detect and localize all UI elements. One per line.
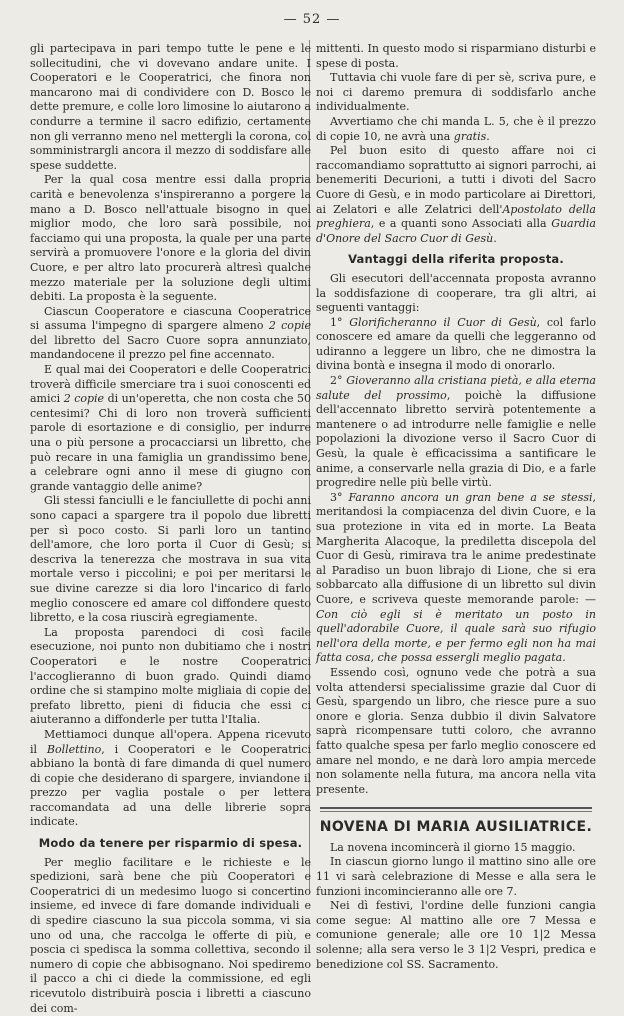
italic-span: Con ciò egli si è meritato un posto in quell'adorabile Cuore, il quale sarà suo rifugio nell'ora della morte, e per fermo egli non ha mai fatta cosa, che possa essergli meglio pagata. [316,607,596,665]
text-span: . [493,231,497,245]
paragraph [30,728,311,830]
paragraph: mittenti. In questo modo si risparmiano disturbi e spese di posta. [316,42,596,70]
text-span: E qual mai dei Cooperatori e delle Cooperatrici troverà difficile smerciare tra i suoi conoscenti ed amici [30,363,311,406]
text-span: Mettiamoci dunque all'opera. Appena ricevuto il [30,727,311,756]
section-divider [320,807,592,812]
text-span: , poichè la diffusione dell'accennato libretto servirà potentemente a mantenere o ad introdurre nelle famiglie e nelle popolazioni la divozione verso il Sacro Cuor di Gesù, la quale è efficacissima a santificare le anime, a conservarle nella grazia di Dio, e a farle progredire nelle più belle virtù. [316,388,596,490]
paragraph [30,305,311,363]
paragraph: Gli esecutori dell'accennata proposta avranno la soddisfazione di cooperare, tra gli altri, ai seguenti vantaggi: [316,271,596,315]
text-span: Avvertiamo che chi manda L. 5, che è il prezzo di copie 10, ne avrà una [316,114,596,143]
paragraph: Essendo così, ognuno vede che potrà a sua volta attendersi specialissime grazie dal Cuor di Gesù, spargendo un libro, che riesce pure a suo onore e gloria. Senza dubbio il divin Salvatore saprà ricompensare tutti coloro, che avranno fatto qualche spesa per farlo meglio conoscere ed amare nel mondo, e ne darà loro ampia mercede non solamente nella futura, ma ancora nella vita presente. [316,665,596,796]
paragraph [316,316,596,374]
text-span: . [486,129,490,143]
section-heading: Modo da tenere per risparmio di spesa. [38,836,303,851]
paragraph: La proposta parendoci di così facile esecuzione, noi punto non dubitiamo che i nostri Cooperatori e le nostre Cooperatrici l'accoglieranno di buon grado. Quindi diamo ordine che si stampino molte migliaia di copie del prefato libretto, pieni di fiducia che essi ci aiuteranno a diffonderle per tutta l'Italia. [30,625,311,727]
italic-span: Gioveranno alla cristiana pietà, e alla eterna salute del prossimo [316,374,596,402]
paragraph: Nei dì festivi, l'ordine delle funzioni cangia come segue: Al mattino alle ore 7 Messa e comunione generale; alle ore 10 1|2 Messa solenne; alla sera verso le 3 1|2 Vespri, predica e benedizione col SS. Sacramento. [316,899,596,971]
left-column [30,42,311,1016]
text-span: Ciascun Cooperatore e ciascuna Cooperatrice si assuma l'impegno di spargere almeno [30,304,311,333]
text-span: 2° [330,374,347,388]
text-span: 1° [330,315,350,329]
paragraph: Gli stessi fanciulli e le fanciullette di pochi anni sono capaci a spargere tra il popolo due libretti per sì poco costo. Si parli loro un tantino dell'amore, che loro porta il Cuor di Gesù; si descriva la tenerezza che mostrava in sua vita mortale verso i piccolini; e poi per meritarsi le sue divine carezze si dia loro l'incarico di farlo meglio conoscere ed amare col diffondere questo libretto, e la cosa riuscirà egregiamente. [30,494,311,625]
paragraph [316,144,596,246]
italic-span: Glorificheranno il Cuor di Gesù [349,315,537,329]
italic-span: 2 copie [268,319,311,333]
section-heading: Vantaggi della riferita proposta. [348,252,564,267]
section-heading: NOVENA DI MARIA AUSILIATRICE. [319,819,593,836]
paragraph: Tuttavia chi vuole fare di per sè, scriva pure, e noi ci daremo premura di soddisfarlo anche individualmente. [316,71,596,114]
text-span: , col farlo conoscere ed amare da quelli che leggeranno od udiranno a leggere un libro, che ne dimostra la divina bontà e insegna il modo di onorarlo. [316,315,596,373]
text-span: , i Cooperatori e le Cooperatrici abbiano la bontà di fare dimanda di quel numero di copie che desiderano di spargere, inviandone il prezzo per vaglia postale o per lettera raccomandata ad una delle librerie sopra indicate. [30,742,311,829]
text-span: , meritandosi la compiacenza del divin Cuore, e la sua protezione in vita ed in morte. La Beata Margherita Alacoque, la prediletta discepola del Cuor di Gesù, rimirava tra le anime predestinate al Paradiso un buon librajo di Lione, che si era sobbarcato alla diffusione di un libretto sul divin Cuore, e scriveva queste memorande parole: — [316,490,596,606]
italic-span: gratis [453,129,487,143]
paragraph: gli partecipava in pari tempo tutte le pene e le sollecitudini, che vi dovevano andare unite. I Cooperatori e le Cooperatrici, che finora non mancarono mai di condividere con D. Bosco le dette premure, e colle loro limosine lo aiutarono a condurre a termine il sacro edifizio, certamente non gli verranno meno nel mettergli la corona, col somministrargli ancora il mezzo di soddisfare alle spese suddette. [30,42,311,172]
italic-span: Faranno ancora un gran bene a se stessi [348,490,593,504]
text-span: di un'operetta, che non costa che 50 centesimi? Chi di loro non troverà sufficienti parole di esortazione e di consiglio, per indurre una o più persone a procacciarsi un libretto, che può recare in una famiglia un grandissimo bene, a celebrare ogni anno il mese di giugno con grande vantaggio delle anime? [30,392,311,493]
text-span: , e a quanti sono Associati alla [370,217,552,231]
paragraph [316,491,596,666]
right-column [316,42,596,972]
italic-span: 2 copie [63,392,105,406]
paragraph [30,363,311,494]
page-number: — 52 — [283,12,341,27]
text-span: Pel buon esito di questo affare noi ci raccomandiamo soprattutto ai signori parrochi, ai benemeriti Decurioni, a tutti i divoti del Sacro Cuore di Gesù, e in modo particolare ai Direttori, ai Zelatori e alle Zelatrici dell' [316,144,596,216]
paragraph [316,374,596,491]
paragraph [316,115,596,144]
italic-span: Bollettino [46,742,102,756]
text-span: del libretto del Sacro Cuore sopra annunziato, mandandocene il prezzo pel fine accennato. [30,333,311,362]
paragraph: La novena incomincerà il giorno 15 maggio. [330,840,576,854]
paragraph: Per meglio facilitare e le richieste e le spedizioni, sarà bene che più Cooperatori e Cooperatrici di un medesimo luogo si concertino insieme, ed invece di fare domande individuali e di spedire ciascuno la sua piccola somma, vi sia uno od una, che raccolga le offerte di più, e poscia ci spedisca la somma collettiva, secondo il numero di copie che abbisognano. Noi spediremo il pacco a chi ci diede la commissione, ed egli ricevutolo distribuirà poscia i libretti a ciascuno dei com- [30,855,311,1015]
italic-span: Guardia d'Onore del Sacro Cuor di Gesù [316,217,596,245]
paragraph: In ciascun giorno lungo il mattino sino alle ore 11 vi sarà celebrazione di Messe e alla sera le funzioni incomincieranno alle ore 7. [316,855,596,898]
text-span: 3° [330,490,349,504]
paragraph: Per la qual cosa mentre essi dalla propria carità e benevolenza s'inspireranno a porgere la mano a D. Bosco nell'attuale bisogno in quel miglior modo, che loro sarà possibile, noi facciamo qui una proposta, la quale per una parte servirà a promuovere l'onore e la gloria del divin Cuore, e per altro lato procurerà altresì qualche mezzo materiale per la soluzione degli ultimi debiti. La proposta è la seguente. [30,173,311,304]
italic-span: Apostolato della preghiera [316,202,596,231]
